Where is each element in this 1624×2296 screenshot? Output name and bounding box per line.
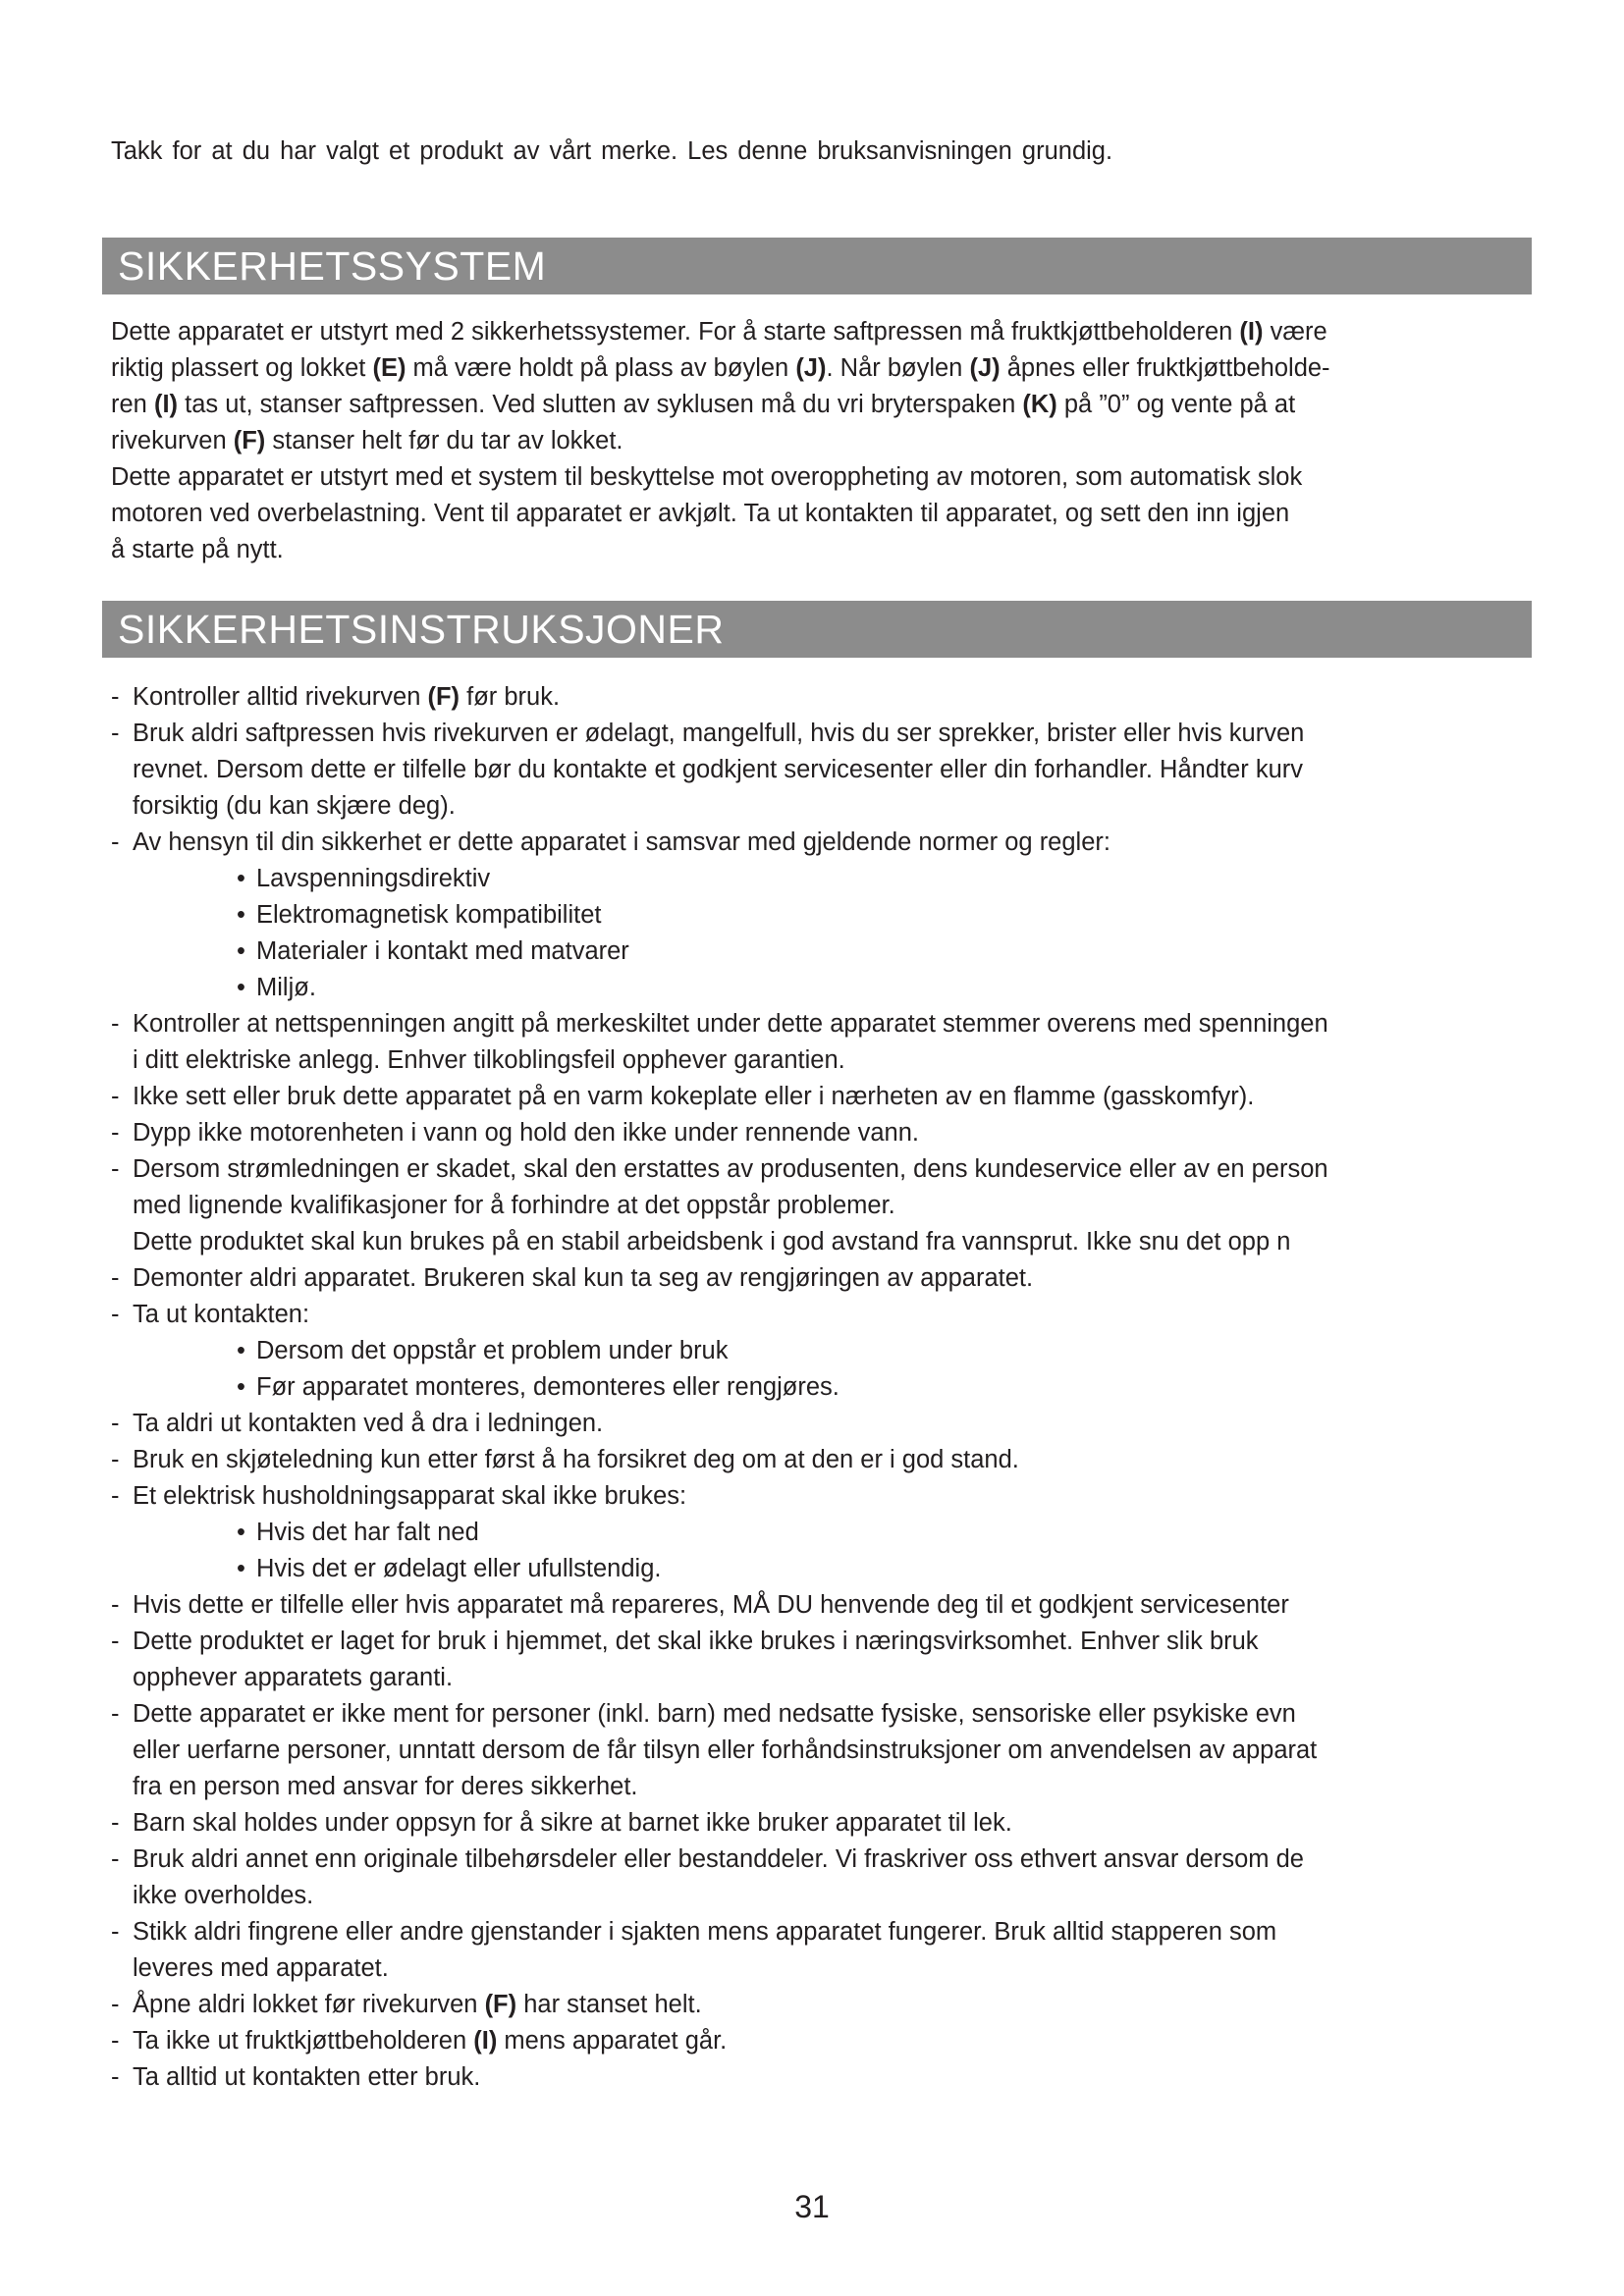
text-segment: Ta ikke ut fruktkjøttbeholderen [133, 2027, 474, 2055]
sub-list-item [111, 897, 1594, 934]
list-item-text [133, 2023, 727, 2059]
text-segment: før bruk. [460, 683, 561, 711]
text-segment: mens apparatet går. [497, 2027, 728, 2055]
dash-marker: - [111, 720, 120, 747]
dash-marker: - [111, 1591, 120, 1619]
list-item [111, 1406, 1594, 1442]
sub-list-item [111, 1515, 1594, 1551]
dash-marker: - [111, 1446, 120, 1473]
bullet-dot: • [237, 974, 245, 1001]
part-reference: (I) [473, 2027, 498, 2055]
part-reference: (J) [795, 354, 827, 382]
dash-marker: - [111, 1482, 120, 1510]
bullet-dot: • [237, 1555, 245, 1582]
text-segment: leveres med apparatet. [133, 1954, 389, 1982]
list-item-text [133, 1006, 1328, 1042]
dash-marker: - [111, 1991, 120, 2018]
dash-marker: - [111, 1918, 120, 1946]
text-segment: Dypp ikke motorenheten i vann og hold den ikke under rennende vann. [133, 1119, 919, 1147]
part-reference: (F) [233, 427, 266, 454]
paragraph-line [111, 423, 1594, 459]
sub-list-item [111, 1551, 1594, 1587]
text-segment: opphever apparatets garanti. [133, 1664, 454, 1691]
list-item-text [133, 1696, 1296, 1733]
text-segment: Dette apparatet er ikke ment for personer (inkl. barn) med nedsatte fysiske, sensoriske eller psykiske evn [133, 1700, 1296, 1728]
dash-marker: - [111, 1155, 120, 1183]
part-reference: (I) [1239, 318, 1264, 346]
list-item [111, 1297, 1594, 1333]
dash-marker: - [111, 1010, 120, 1038]
list-item-text [133, 1587, 1289, 1624]
part-reference: (F) [427, 683, 460, 711]
part-reference: (E) [372, 354, 406, 382]
text-segment: rivekurven [111, 427, 234, 454]
list-item [111, 1079, 1594, 1115]
text-segment: Elektromagnetisk kompatibilitet [256, 901, 602, 929]
paragraph-line [111, 532, 1594, 568]
list-item-text [133, 1079, 1254, 1115]
text-segment: Barn skal holdes under oppsyn for å sikre at barnet ikke bruker apparatet til lek. [133, 1809, 1012, 1837]
text-segment: revnet. Dersom dette er tilfelle bør du kontakte et godkjent servicesenter eller din forhandler. Håndter kurv [133, 756, 1304, 783]
text-segment: Kontroller alltid rivekurven [133, 683, 428, 711]
text-segment: Før apparatet monteres, demonteres eller rengjøres. [256, 1373, 839, 1401]
list-item-text [133, 1115, 919, 1151]
dash-marker: - [111, 1628, 120, 1655]
section-header-safety-system [102, 238, 1532, 294]
list-item [111, 1696, 1594, 1733]
section-title: SIKKERHETSSYSTEM [118, 243, 547, 289]
bullet-dot: • [237, 1519, 245, 1546]
dash-marker: - [111, 1264, 120, 1292]
list-item-text [133, 1987, 702, 2023]
text-segment: Bruk aldri saftpressen hvis rivekurven er ødelagt, mangelfull, hvis du ser sprekker, brister eller hvis kurven [133, 720, 1305, 747]
dash-marker: - [111, 1845, 120, 1873]
paragraph-line [111, 350, 1594, 387]
text-segment: Ta ut kontakten: [133, 1301, 310, 1328]
section-title: SIKKERHETSINSTRUKSJONER [118, 607, 725, 652]
list-item [111, 2059, 1594, 2096]
safety-instructions-list [111, 679, 1594, 2096]
sub-list-item [111, 934, 1594, 970]
text-segment: Hvis dette er tilfelle eller hvis apparatet må repareres, MÅ DU henvende deg til et godkjent servicesenter [133, 1591, 1289, 1619]
text-segment: Dersom strømledningen er skadet, skal den erstattes av produsenten, dens kundeservice eller av en person [133, 1155, 1328, 1183]
list-item-continuation [111, 1188, 1594, 1224]
text-segment: forsiktig (du kan skjære deg). [133, 792, 456, 820]
page-number: 31 [794, 2189, 830, 2224]
list-item [111, 1260, 1594, 1297]
text-segment: eller uerfarne personer, unntatt dersom de får tilsyn eller forhåndsinstruksjoner om anvendelsen av apparat [133, 1736, 1318, 1764]
list-item-continuation [111, 1769, 1594, 1805]
list-item [111, 1478, 1594, 1515]
text-segment: å starte på nytt. [111, 536, 284, 563]
bullet-dot: • [237, 1373, 245, 1401]
text-segment: Dette apparatet er utstyrt med et system til beskyttelse mot overoppheting av motoren, som automatisk slok [111, 463, 1303, 491]
dash-marker: - [111, 1083, 120, 1110]
list-item [111, 1151, 1594, 1188]
list-item-text [133, 1297, 309, 1333]
list-item [111, 1006, 1594, 1042]
part-reference: (I) [153, 391, 179, 418]
dash-marker: - [111, 1410, 120, 1437]
sub-list-item [111, 1369, 1594, 1406]
text-segment: med lignende kvalifikasjoner for å forhindre at det oppstår problemer. [133, 1192, 895, 1219]
text-segment: Hvis det er ødelagt eller ufullstendig. [256, 1555, 662, 1582]
list-item-continuation [111, 1224, 1594, 1260]
text-segment: . Når bøylen [826, 354, 970, 382]
text-segment: på ”0” og vente på at [1056, 391, 1296, 418]
text-segment: Åpne aldri lokket før rivekurven [133, 1991, 485, 2018]
text-segment: Ikke sett eller bruk dette apparatet på en varm kokeplate eller i nærheten av en flamme (gasskomfyr). [133, 1083, 1255, 1110]
text-segment: åpnes eller fruktkjøttbeholde- [1000, 354, 1330, 382]
list-item-continuation [111, 752, 1594, 788]
text-segment: Stikk aldri fingrene eller andre gjenstander i sjakten mens apparatet fungerer. Bruk alltid stapperen som [133, 1918, 1277, 1946]
text-segment: i ditt elektriske anlegg. Enhver tilkoblingsfeil opphever garantien. [133, 1046, 845, 1074]
list-item [111, 1805, 1594, 1842]
bullet-dot: • [237, 1337, 245, 1364]
list-item [111, 1442, 1594, 1478]
safety-system-text [111, 314, 1594, 568]
list-item-text [133, 1842, 1304, 1878]
text-segment: har stanset helt. [516, 1991, 702, 2018]
dash-marker: - [111, 683, 120, 711]
text-segment: riktig plassert og lokket [111, 354, 373, 382]
text-segment: Materialer i kontakt med matvarer [256, 937, 629, 965]
paragraph-line [111, 496, 1594, 532]
list-item [111, 1115, 1594, 1151]
bullet-dot: • [237, 937, 245, 965]
list-item-continuation [111, 1878, 1594, 1914]
text-segment: Av hensyn til din sikkerhet er dette apparatet i samsvar med gjeldende normer og regler: [133, 828, 1110, 856]
list-item-text [133, 2059, 480, 2096]
list-item-continuation [111, 1733, 1594, 1769]
list-item [111, 1624, 1594, 1660]
sub-list-item [111, 861, 1594, 897]
dash-marker: - [111, 1700, 120, 1728]
dash-marker: - [111, 1301, 120, 1328]
list-item-text [133, 1478, 686, 1515]
list-item-text [133, 1151, 1328, 1188]
dash-marker: - [111, 1119, 120, 1147]
text-segment: Dette produktet skal kun brukes på en stabil arbeidsbenk i god avstand fra vannsprut. Ikke snu det opp n [133, 1228, 1291, 1255]
list-item [111, 825, 1594, 861]
dash-marker: - [111, 2027, 120, 2055]
bullet-dot: • [237, 865, 245, 892]
list-item [111, 679, 1594, 716]
text-segment: må være holdt på plass av bøylen [406, 354, 796, 382]
list-item-text [133, 825, 1110, 861]
text-segment: Bruk en skjøteledning kun etter først å ha forsikret deg om at den er i god stand. [133, 1446, 1019, 1473]
list-item-text [133, 1624, 1259, 1660]
text-segment: Demonter aldri apparatet. Brukeren skal kun ta seg av rengjøringen av apparatet. [133, 1264, 1034, 1292]
list-item [111, 1914, 1594, 1950]
list-item-continuation [111, 1950, 1594, 1987]
text-segment: stanser helt før du tar av lokket. [265, 427, 623, 454]
dash-marker: - [111, 828, 120, 856]
list-item [111, 2023, 1594, 2059]
text-segment: Hvis det har falt ned [256, 1519, 479, 1546]
list-item-text [133, 679, 560, 716]
list-item [111, 716, 1594, 752]
text-segment: Lavspenningsdirektiv [256, 865, 491, 892]
section-header-safety-instructions [102, 601, 1532, 658]
text-segment: Dersom det oppstår et problem under bruk [256, 1337, 729, 1364]
list-item-text [133, 1260, 1033, 1297]
text-segment: motoren ved overbelastning. Vent til apparatet er avkjølt. Ta ut kontakten til apparatet, og sett den inn igjen [111, 500, 1290, 527]
paragraph-line [111, 459, 1594, 496]
text-segment: Dette produktet er laget for bruk i hjemmet, det skal ikke brukes i næringsvirksomhet. Enhver slik bruk [133, 1628, 1259, 1655]
text-segment: være [1263, 318, 1327, 346]
bullet-dot: • [237, 901, 245, 929]
text-segment: ren [111, 391, 154, 418]
text-segment: Miljø. [256, 974, 316, 1001]
intro-text: Takk for at du har valgt et produkt av vårt merke. Les denne bruksanvisningen grundig. [111, 137, 1113, 165]
list-item [111, 1842, 1594, 1878]
part-reference: (K) [1022, 391, 1057, 418]
list-item-continuation [111, 1042, 1594, 1079]
list-item-text [133, 716, 1304, 752]
list-item-text [133, 1406, 603, 1442]
list-item-continuation [111, 788, 1594, 825]
list-item [111, 1987, 1594, 2023]
text-segment: Kontroller at nettspenningen angitt på merkeskiltet under dette apparatet stemmer overens med spenningen [133, 1010, 1328, 1038]
list-item-text [133, 1442, 1019, 1478]
text-segment: tas ut, stanser saftpressen. Ved slutten av syklusen må du vri bryterspaken [178, 391, 1023, 418]
dash-marker: - [111, 1809, 120, 1837]
text-segment: ikke overholdes. [133, 1882, 314, 1909]
text-segment: fra en person med ansvar for deres sikkerhet. [133, 1773, 638, 1800]
part-reference: (F) [484, 1991, 517, 2018]
list-item [111, 1587, 1594, 1624]
text-segment: Ta alltid ut kontakten etter bruk. [133, 2063, 481, 2091]
paragraph-line [111, 387, 1594, 423]
text-segment: Dette apparatet er utstyrt med 2 sikkerhetssystemer. For å starte saftpressen må fruktkjøttbeholderen [111, 318, 1240, 346]
dash-marker: - [111, 2063, 120, 2091]
paragraph-line [111, 314, 1594, 350]
text-segment: Ta aldri ut kontakten ved å dra i ledningen. [133, 1410, 604, 1437]
part-reference: (J) [969, 354, 1001, 382]
text-segment: Et elektrisk husholdningsapparat skal ikke brukes: [133, 1482, 687, 1510]
list-item-continuation [111, 1660, 1594, 1696]
sub-list-item [111, 970, 1594, 1006]
list-item-text [133, 1805, 1012, 1842]
list-item-text [133, 1914, 1276, 1950]
sub-list-item [111, 1333, 1594, 1369]
text-segment: Bruk aldri annet enn originale tilbehørsdeler eller bestanddeler. Vi fraskriver oss ethvert ansvar dersom de [133, 1845, 1304, 1873]
